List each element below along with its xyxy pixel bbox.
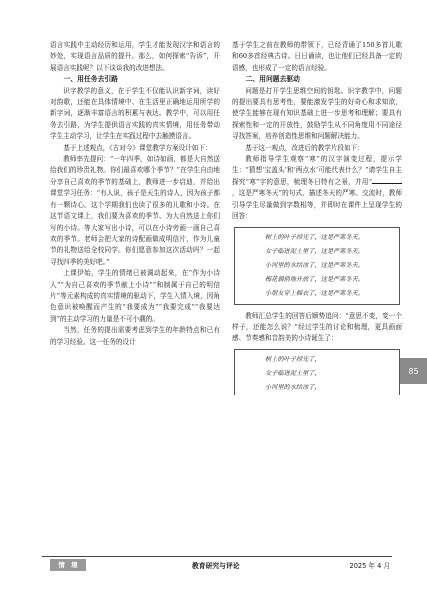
right-column	[232, 40, 402, 395]
paragraph: 问题是打开学生思维空间的钥匙。识字教学中，问题的提出要具有思考性，要能激发学生的好奇心和求知欲，使学生能够在现有知识基础上进一步思考和理解；要具有探索性和一定的开放性，鼓励学生从不同角度用不同途径寻找答案，培养创造性思维和问题解决能力。	[232, 86, 402, 141]
poem-line: 小河里的水结冰了，	[265, 383, 321, 391]
paragraph: 基于学生之前在教师的带领下，已经背诵了150多首儿歌和60多首经典古诗。日日诵读，也让他们已经具备一定的语感，也形成了一定的语言经验。	[232, 41, 402, 72]
page-number-tab: 85	[400, 358, 427, 384]
paragraph: 基于这一观点，改进后的教学片段如下：	[245, 143, 364, 152]
paragraph: 教师率先提问：“一年四季，如诗如画，都是大自然送给我们的珍贵礼物。你们最喜欢哪个季节？”在学生自由地分享自己喜欢的季节的基础上，教师进一步启迪，并给出课堂学习任务：“有人说，孩子是天生的诗人，因为孩子都有一颗诗心。这个学期我们也读了很多的儿歌和小诗。在这节语文课上，我们要为喜欢的季节、为大自然送上你们写的小诗。等大家写出小诗，可以在小诗旁画一画自己喜欢的季节。老师会把大家的诗配画做成明信片，作为儿童节的礼物送给全校同学。你们愿意参加这次活动吗？一起寻找四季的美好吧。”	[50, 155, 220, 266]
poem-box-1	[234, 227, 400, 305]
paragraph-part: 教师指导学生观察“寒”的汉字演变过程，提示学生：“猜想‘宝盖头’和‘两点水’可能代表什么？”请学生自主探究“寒”字的意思，梳理冬日特有之景，并用“	[232, 155, 402, 186]
paragraph-part: ，这是严寒冬天”的句式，描述冬天的严寒。交流时，教师引导学生尽量做到字数相等，并即时在课件上呈现学生的回答：	[232, 189, 402, 221]
poem-line: 树上的叶子掉光了，这是严寒冬天。	[265, 233, 364, 241]
poem-line: 树上的叶子掉光了，	[265, 355, 321, 363]
poem-line: 小河里的水结冰了，这是严寒冬天。	[265, 261, 364, 269]
paragraph: 上课伊始，学生的情绪已被调动起来，在“作为小诗人”“为自己喜欢的季节献上小诗”“和制属于自己的明信片”等元素构成的真实情境的驱动下，学生入情入境，因角色意识被唤醒而产生的“我要成为”“我要完成”“我要达到”的主动学习的力量是不可小觑的。	[50, 269, 220, 323]
paragraph: 基于上述观点，《古对今》课堂教学方案设计如下：	[63, 143, 212, 152]
poem-line: 梅花偶俏地开放了，这是严寒冬天。	[265, 275, 364, 283]
paragraph	[232, 154, 402, 222]
page-footer	[42, 556, 392, 570]
poem-line: 小朋友穿上棉衣了，这是严寒冬天。	[265, 289, 364, 297]
poem-box-2	[234, 349, 400, 395]
poem-line: 女子临进泥土里了，这是严寒冬天。	[265, 247, 364, 255]
poem-line: 女子临进泥土里了，	[265, 369, 321, 377]
paragraph: 语言实践中主动经历和运用，学生才能发现汉字和语言的妙处，实现语言品质的提升。那么，如何探索“告诉”，开展语言实践呢？以下谈谈我的改进想法。	[50, 41, 220, 72]
footer-date: 2025 年 4 月	[349, 562, 390, 570]
left-column	[50, 40, 220, 348]
paragraph: 当然，任务的提出需要考虑到学生的年龄特点和已有的学习经验。这一任务的设计	[50, 326, 220, 346]
paragraph: 教师汇总学生的回答后顺势追问：“意思不变，变一个样子，还能怎么说？”经过学生的讨论和梳理，更具画面感、节奏感和音韵美的小诗诞生了：	[232, 311, 402, 343]
footer-journal-title: 教育研究与评论	[192, 562, 240, 570]
fill-blank	[372, 178, 402, 184]
section-heading-2: 二、用问题去驱动	[245, 75, 300, 84]
paragraph: 识字教学的意义，在于学生不仅能认识新字词，读好对韵歌，还能在具体情境中、在生活里正确地运用所学的新字词，逐渐丰富语言的积累与表达。教学中，可以用任务去引路，为学生提供语言实践的真实情境，用任务带动学生主动学习，让学生在实践过程中去触摸语言。	[50, 86, 220, 141]
footer-section-label: 情 境	[50, 559, 86, 571]
section-heading-1: 一、用任务去引路	[63, 75, 118, 84]
